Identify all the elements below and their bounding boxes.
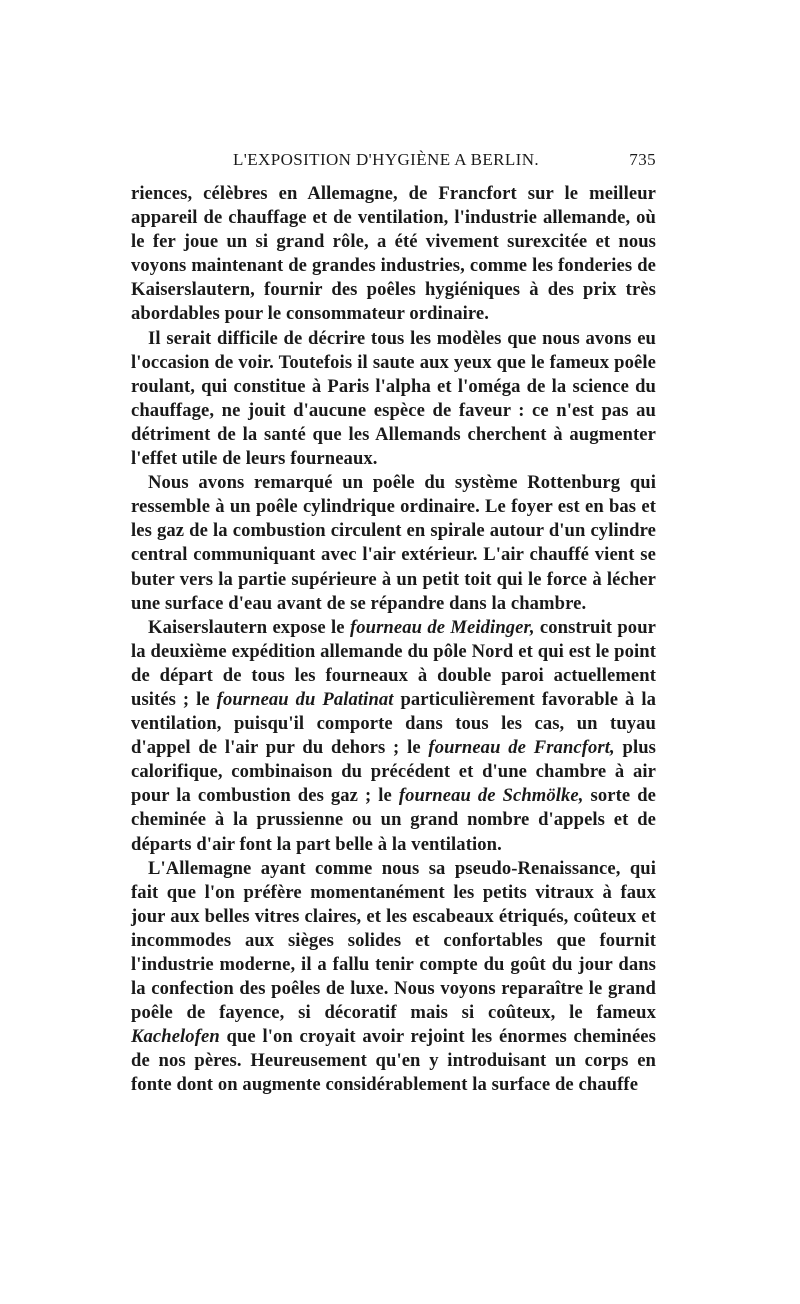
italic-term: fourneau du Palatinat bbox=[216, 688, 394, 710]
running-title: L'EXPOSITION D'HYGIÈNE A BERLIN. bbox=[233, 150, 540, 169]
text-segment: sorte de cheminée à la prussienne ou un grand nombre d'appels et de départs d'air font la part belle à la ventilation. bbox=[131, 785, 656, 855]
text-segment: plus calorifique, combinaison du précédent et d'une chambre à air pour la combustion des gaz ; le bbox=[131, 737, 657, 807]
italic-term: fourneau de Francfort, bbox=[428, 737, 615, 759]
paragraph-5 bbox=[131, 857, 656, 1098]
page-number: 735 bbox=[629, 150, 656, 169]
body-text bbox=[131, 182, 656, 1098]
text-segment: Il serait difficile de décrire tous les modèles que nous avons eu l'occasion de voir. Toutefois il saute aux yeux que le fameux poêle roulant, qui constitue à Paris l'alpha et l'oméga de la science du chauffage, ne jouit d'aucune espèce de faveur : ce n'est pas au détriment de la santé que les Allemands cherchent à augmenter l'effet utile de leurs fourneaux. bbox=[131, 327, 656, 470]
paragraph-1 bbox=[131, 182, 656, 327]
text-segment: que l'on croyait avoir rejoint les énormes cheminées de nos pères. Heureusement qu'en y introduisant un corps en fonte dont on augmente considérablement la surface de chauffe bbox=[131, 1026, 656, 1096]
paragraph-4 bbox=[131, 616, 656, 857]
text-segment: Nous avons remarqué un poêle du système Rottenburg qui ressemble à un poêle cylindrique ordinaire. Le foyer est en bas et les gaz de la combustion circulent en spirale autour d'un cylindre central communiquant avec l'air extérieur. L'air chauffé vient se buter vers la partie supérieure à un petit toit qui le force à lécher une surface d'eau avant de se répandre dans la chambre. bbox=[131, 472, 656, 614]
text-segment: Kaiserslautern expose le bbox=[148, 616, 350, 638]
text-segment: riences, célèbres en Allemagne, de Francfort sur le meilleur appareil de chauffage et de ventilation, l'industrie allemande, où le fer joue un si grand rôle, a été vivement surexcitée et nous voyons maintenant de grandes industries, comme les fonderies de Kaiserslautern, fournir des poêles hygiéniques à des prix très abordables pour le consommateur ordinaire. bbox=[131, 183, 656, 325]
text-segment: L'Allemagne ayant comme nous sa pseudo-Renaissance, qui fait que l'on préfère momentanément les petits vitraux à faux jour aux belles vitres claires, et les escabeaux étriqués, coûteux et incommodes aux sièges solides et confortables que fournit l'industrie moderne, il a fallu tenir compte du goût du jour dans la confection des poêles de luxe. Nous voyons reparaître le grand poêle de fayence, si décoratif mais si coûteux, le fameux bbox=[131, 857, 656, 1024]
text-segment: particulièrement favorable à la ventilation, puisqu'il comporte dans tous les cas, un tuyau d'appel de l'air pur du dehors ; le bbox=[131, 688, 656, 759]
text-segment: construit pour la deuxième expédition allemande du pôle Nord et qui est le point de départ de tous les fourneaux à double paroi actuellement usités ; le bbox=[131, 616, 656, 710]
italic-term: fourneau de Schmölke, bbox=[398, 785, 584, 807]
italic-term: fourneau de Meidinger, bbox=[349, 616, 535, 638]
running-header bbox=[131, 150, 656, 180]
paragraph-3 bbox=[131, 471, 656, 616]
paragraph-2 bbox=[131, 327, 656, 472]
italic-term: Kachelofen bbox=[131, 1026, 220, 1048]
